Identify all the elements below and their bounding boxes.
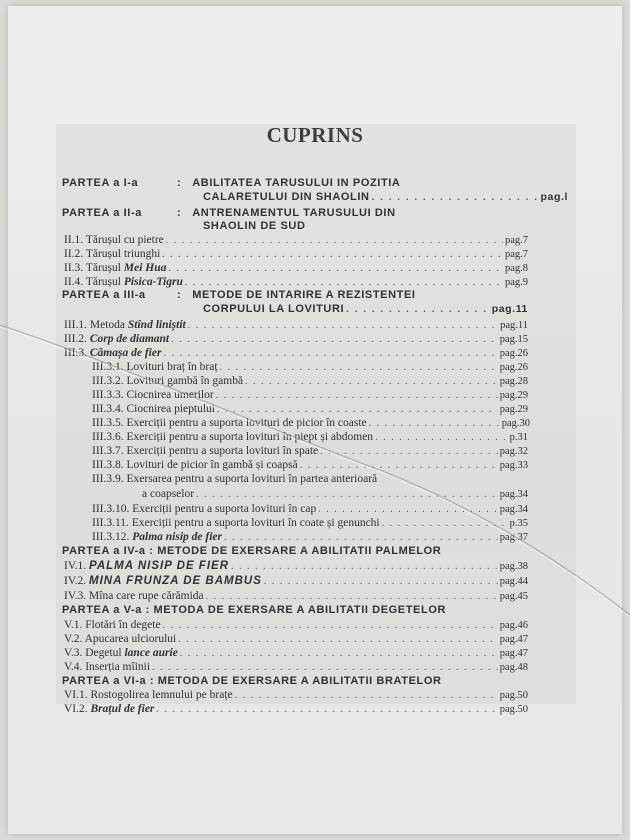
entry-title-italic: Brațul de fier (90, 703, 155, 715)
entry-title: Exerciții pentru a suporta lovituri în cap (132, 503, 317, 515)
entry-number: III.3.2. (92, 375, 124, 387)
page-number: pag.9 (504, 277, 528, 288)
entry-number: III.3.8. (92, 459, 124, 471)
part-label: PARTEA a VI-a (62, 675, 147, 687)
entry-number: III.3.3. (92, 389, 124, 401)
page-number: pag.38 (499, 561, 528, 572)
page-number: p.35 (509, 518, 528, 529)
page-number: pag.29 (499, 390, 528, 401)
entry-title: Apucarea ulciorului (84, 633, 177, 645)
page-number: pag.28 (499, 376, 528, 387)
toc-subentry (92, 502, 528, 516)
entry-title-italic: lance aurie (124, 647, 178, 659)
toc-entry (64, 646, 528, 660)
toc-entry (64, 346, 528, 360)
entry-title-italic: Cămașa de fier (89, 347, 162, 359)
part-title: METODA DE EXERSARE A ABILITATII DEGETELOR (153, 604, 447, 616)
entry-title: Tărușul (85, 262, 124, 274)
entry-title: Ciocnirea pieptului (126, 403, 215, 415)
page-number: pag.11 (500, 320, 528, 331)
entry-number: V.3. (64, 647, 83, 659)
toc-subentry (92, 416, 530, 430)
page-number: pag.l (540, 191, 568, 203)
page-number: pag.7 (504, 235, 528, 246)
entry-title-italic: Corp de diamant (89, 333, 170, 345)
part-separator: : (177, 207, 182, 219)
page-number: pag.44 (499, 576, 528, 587)
page-number: pag.34 (499, 489, 528, 500)
toc-entry (64, 632, 528, 646)
entry-title: Lovituri gambă în gambă (126, 375, 244, 387)
page-number: pag.8 (504, 263, 528, 274)
toc-subentry (92, 516, 528, 530)
entry-title: Exerciții pentru a suporta lovituri în piept și abdomen (126, 431, 374, 443)
entry-number: IV.3. (64, 590, 87, 602)
part-title: METODE DE INTARIRE A REZISTENTEI (192, 289, 416, 301)
page-number: pag.34 (499, 504, 528, 515)
part-separator: : (145, 604, 150, 616)
entry-number: IV.2. (64, 575, 87, 587)
toc-subentry (92, 444, 528, 458)
part-separator: : (177, 289, 182, 301)
entry-title: Exerciții pentru a suporta lovituri de picior în coaste (126, 417, 367, 429)
page-number: pag.33 (499, 460, 528, 471)
page-number: pag.50 (499, 704, 528, 715)
entry-number: II.4. (64, 276, 84, 288)
entry-title-italic: Pisica-Tigru (123, 276, 183, 288)
page-number: pag.45 (499, 591, 528, 602)
entry-title: Mîna care rupe cărămida (89, 590, 204, 602)
part-title: ABILITATEA TARUSULUI IN POZITIA (192, 177, 401, 189)
toc-subentry (92, 388, 528, 402)
toc-subentry (92, 360, 528, 374)
entry-number: II.2. (64, 248, 84, 260)
toc-subentry (92, 374, 528, 388)
entry-title: Ciocnirea umerilor (126, 389, 214, 401)
entry-number: III.3. (64, 347, 87, 359)
entry-number: II.1. (64, 234, 84, 246)
toc-part-heading (62, 288, 416, 302)
entry-number: III.3.6. (92, 431, 124, 443)
toc-subentry-cont (142, 487, 528, 501)
toc-part-heading (62, 176, 400, 190)
toc-entry (64, 618, 528, 632)
part-title: METODA DE EXERSARE A ABILITATII BRATELOR (157, 675, 442, 687)
part-label: PARTEA a II-a (62, 207, 142, 219)
entry-title: Tărușul (85, 276, 124, 288)
entry-number: II.3. (64, 262, 84, 274)
toc-part-heading-cont (203, 219, 306, 233)
page-number: pag.30 (501, 418, 530, 429)
page-number: pag.29 (499, 404, 528, 415)
toc-subentry (92, 458, 528, 472)
toc-entry (64, 660, 528, 674)
part-title-cont: CORPULUI LA LOVITURI (203, 303, 345, 315)
toc-part-heading (62, 674, 442, 688)
entry-title: Metoda (89, 319, 128, 331)
part-title: ANTRENAMENTUL TARUSULUI DIN (192, 207, 396, 219)
entry-number: V.4. (64, 661, 83, 673)
entry-number: III.3.12. (92, 531, 130, 543)
page-number: pag.7 (504, 249, 528, 260)
entry-number: III.1. (64, 319, 87, 331)
entry-number: VI.2. (64, 703, 88, 715)
entry-title: Tărușul cu pietre (85, 234, 164, 246)
part-separator: : (177, 177, 182, 189)
page-number: pag.48 (499, 662, 528, 673)
entry-title: Exerciții pentru a suporta lovituri în spate (126, 445, 319, 457)
toc-entry (64, 559, 528, 573)
entry-number: III.3.7. (92, 445, 124, 457)
part-label: PARTEA a IV-a (62, 545, 146, 557)
toc-part-heading-cont (203, 190, 568, 204)
part-label: PARTEA a V-a (62, 604, 142, 616)
entry-title-cont: a coapselor (142, 488, 195, 500)
toc-part-heading-cont (203, 302, 528, 316)
toc-entry (64, 332, 528, 346)
toc-part-heading (62, 544, 441, 558)
entry-number: III.3.1. (92, 361, 124, 373)
part-separator: : (149, 675, 155, 687)
entry-number: V.1. (64, 619, 83, 631)
toc-subentry (92, 430, 528, 444)
entry-title-italic: Mei Hua (123, 262, 167, 274)
page-number: pag.26 (499, 362, 528, 373)
entry-number: III.3.10. (92, 503, 130, 515)
entry-title: Rostogolirea lemnului pe brațe (90, 689, 233, 701)
entry-number: VI.1. (64, 689, 88, 701)
part-title-cont: SHAOLIN DE SUD (203, 220, 306, 232)
entry-number: V.2. (64, 633, 83, 645)
entry-number: III.3.9. (92, 473, 124, 485)
page-number: pag.15 (499, 334, 528, 345)
page-number: pag.26 (499, 348, 528, 359)
entry-title-italic: Stînd liniștit (127, 319, 186, 331)
toc-entry (64, 702, 528, 716)
part-title-cont: CALARETULUI DIN SHAOLIN (203, 191, 370, 203)
entry-title: Degetul (85, 647, 125, 659)
entry-title: Lovituri de picior în gambă și coapsă (126, 459, 298, 471)
entry-number: III.3.4. (92, 403, 124, 415)
toc-subentry (92, 472, 377, 486)
part-label: PARTEA a III-a (62, 289, 146, 301)
entry-title: Inserția mîinii (85, 661, 151, 673)
entry-title: Exerciții pentru a suporta lovituri în coate și genunchi (131, 517, 380, 529)
part-separator: : (149, 545, 154, 557)
part-label: PARTEA a I-a (62, 177, 139, 189)
entry-title-italic: Palma nisip de fier (132, 531, 223, 543)
toc-entry (64, 574, 528, 588)
toc-entry (64, 688, 528, 702)
toc-entry (64, 261, 528, 275)
toc-subentry (92, 402, 528, 416)
toc-entry (64, 247, 528, 261)
page-number: pag.50 (499, 690, 528, 701)
entry-number: III.3.11. (92, 517, 129, 529)
entry-title: Exersarea pentru a suporta lovituri în partea anterioară (126, 473, 378, 485)
page-number: pag.32 (499, 446, 528, 457)
entry-number: IV.1. (64, 560, 87, 572)
toc-entry (64, 589, 528, 603)
page-number: p.31 (509, 432, 528, 443)
entry-number: III.3.5. (92, 417, 124, 429)
page-number: pag.11 (491, 303, 528, 315)
toc-entry (64, 318, 528, 332)
entry-title: Flotări în degete (85, 619, 161, 631)
toc-subentry (92, 530, 528, 544)
page-title: CUPRINS (266, 123, 364, 147)
entry-title-italic: MINA FRUNZA DE BAMBUS (89, 575, 262, 587)
toc-part-heading (62, 603, 446, 617)
toc-entry (64, 275, 528, 289)
page-number: pag.37 (499, 532, 528, 543)
entry-title: Tărușul triunghi (85, 248, 161, 260)
toc-part-heading (62, 206, 396, 220)
entry-title-italic: PALMA NISIP DE FIER (89, 560, 230, 572)
page-number: pag.47 (499, 648, 528, 659)
entry-title: Lovituri braț în braț (126, 361, 218, 373)
page-number: pag.46 (499, 620, 528, 631)
toc-entry (64, 233, 528, 247)
page-number: pag.47 (499, 634, 528, 645)
entry-number: III.2. (64, 333, 87, 345)
part-title: METODE DE EXERSARE A ABILITATII PALMELOR (157, 545, 442, 557)
